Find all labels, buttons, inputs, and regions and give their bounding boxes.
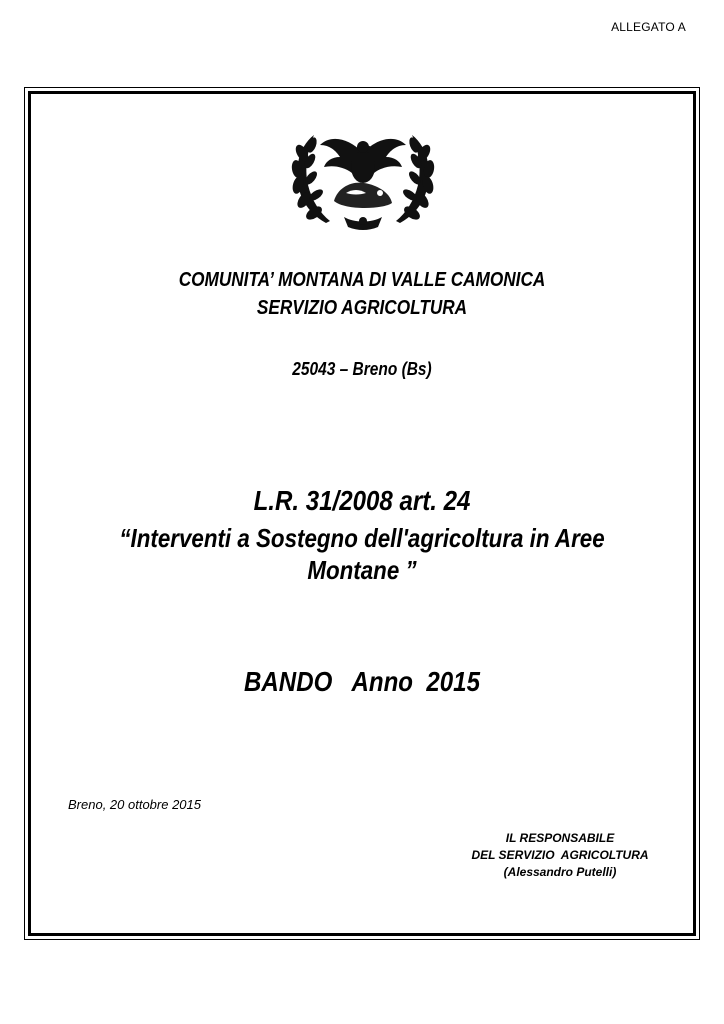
subtitle-line1: “Interventi a Sostegno dell'agricoltura in Aree — [119, 523, 605, 553]
organization-name — [75, 266, 649, 322]
signature-line3: (Alessandro Putelli) — [503, 865, 617, 879]
bando-title: BANDO Anno 2015 — [244, 666, 480, 697]
law-reference: L.R. 31/2008 art. 24 — [253, 485, 471, 516]
document-subtitle — [75, 522, 649, 586]
eagle-wreath-emblem-icon — [286, 123, 440, 233]
document-date: Breno, 20 ottobre 2015 — [68, 797, 201, 812]
organization-address: 25043 – Breno (Bs) — [292, 359, 432, 379]
signature-line2: DEL SERVIZIO AGRICOLTURA — [471, 848, 649, 862]
signature-block — [440, 830, 680, 881]
subtitle-line2: Montane ” — [307, 555, 417, 585]
signature-line1: IL RESPONSABILE — [505, 831, 615, 845]
attachment-label: ALLEGATO A — [611, 20, 686, 34]
organization-line1: COMUNITA’ MONTANA DI VALLE CAMONICA — [178, 269, 546, 291]
organization-line2: SERVIZIO AGRICOLTURA — [256, 297, 468, 319]
